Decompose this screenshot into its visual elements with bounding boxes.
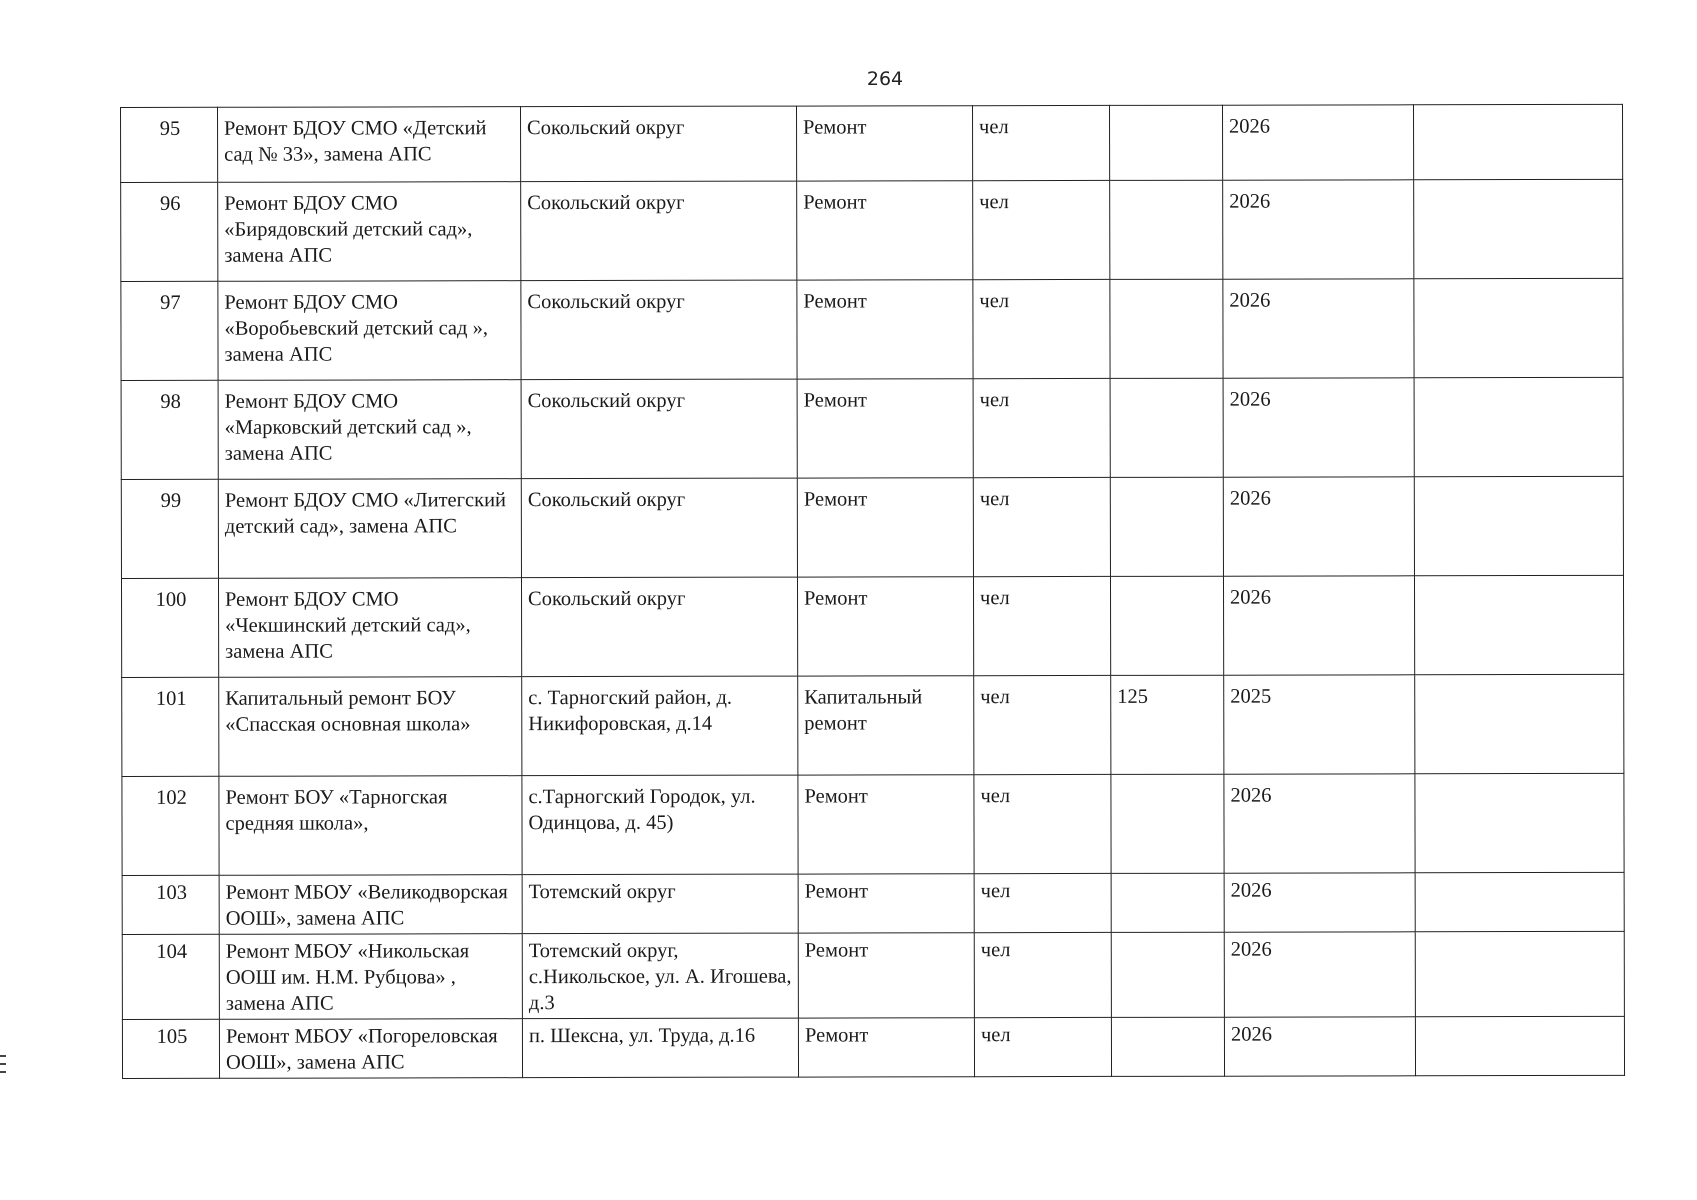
repair-schedule-table (120, 104, 1625, 1079)
cell-row-number: 98 (121, 380, 218, 479)
cell-row-number: 101 (122, 677, 219, 776)
cell-year: 2026 (1224, 932, 1415, 1017)
cell-object-location: Тотемский округ, с.Никольское, ул. А. Игошева, д.3 (522, 933, 798, 1019)
cell-unit: чел (973, 180, 1110, 279)
cell-object-location: с.Тарногский Городок, ул. Одинцова, д. 45) (522, 775, 798, 875)
cell-capacity (1111, 774, 1224, 873)
cell-capacity (1111, 932, 1224, 1017)
cell-unit: чел (974, 1017, 1111, 1076)
cell-work-type: Ремонт (797, 577, 973, 676)
table-row (121, 278, 1623, 380)
cell-row-number: 96 (121, 182, 218, 281)
cell-year: 2026 (1223, 180, 1414, 279)
table-row (121, 476, 1623, 578)
cell-unit: чел (973, 279, 1110, 378)
cell-work-type: Ремонт (797, 181, 973, 280)
cell-object-name: Капитальный ремонт БОУ «Спасская основная школа» (219, 677, 522, 777)
cell-work-type: Ремонт (798, 1018, 974, 1077)
cell-note (1414, 476, 1623, 575)
cell-object-name: Ремонт БДОУ СМО «Бирядовский детский сад», замена АПС (218, 182, 521, 282)
cell-year: 2026 (1224, 774, 1415, 873)
cell-note (1414, 575, 1623, 674)
cell-work-type: Ремонт (797, 379, 973, 478)
cell-year: 2026 (1222, 105, 1413, 180)
cell-object-location: п. Шексна, ул. Труда, д.16 (522, 1018, 798, 1078)
table-row (122, 931, 1624, 1019)
cell-year: 2025 (1224, 675, 1415, 774)
cell-row-number: 102 (122, 776, 219, 875)
cell-row-number: 103 (122, 875, 219, 934)
cell-work-type: Капитальный ремонт (798, 676, 974, 775)
cell-unit: чел (972, 105, 1109, 180)
cell-work-type: Ремонт (798, 775, 974, 874)
table-body (121, 104, 1625, 1078)
table-row (121, 104, 1623, 182)
cell-work-type: Ремонт (796, 106, 972, 181)
cell-capacity (1110, 378, 1223, 477)
table-row (121, 377, 1623, 479)
cell-object-name: Ремонт БДОУ СМО «Марковский детский сад », замена АПС (218, 380, 521, 480)
cell-year: 2026 (1223, 477, 1414, 576)
cell-capacity (1110, 576, 1223, 675)
cell-row-number: 105 (122, 1019, 219, 1078)
cell-object-location: Сокольский округ (521, 379, 797, 479)
cell-note (1415, 931, 1624, 1016)
cell-object-location: Сокольский округ (521, 280, 797, 380)
cell-capacity (1111, 1017, 1224, 1076)
cell-row-number: 100 (121, 578, 218, 677)
cell-note (1414, 377, 1623, 476)
cell-unit: чел (974, 932, 1111, 1017)
cell-note (1414, 179, 1623, 278)
table-row (122, 1016, 1624, 1078)
cell-object-name: Ремонт МБОУ «Великодворская ООШ», замена АПС (219, 875, 522, 935)
cell-object-name: Ремонт БДОУ СМО «Литегский детский сад», замена АПС (218, 479, 521, 579)
cell-object-name: Ремонт БДОУ СМО «Воробьевский детский сад », замена АПС (218, 281, 521, 381)
cell-row-number: 99 (121, 479, 218, 578)
cell-row-number: 97 (121, 281, 218, 380)
table-row (122, 773, 1624, 875)
cell-capacity: 125 (1111, 675, 1224, 774)
cell-work-type: Ремонт (798, 933, 974, 1018)
cell-year: 2026 (1223, 576, 1414, 675)
cell-note (1415, 773, 1624, 872)
cell-work-type: Ремонт (797, 478, 973, 577)
cell-note (1413, 104, 1622, 179)
cell-note (1414, 278, 1623, 377)
cell-note (1415, 872, 1624, 931)
cell-object-location: Сокольский округ (521, 106, 797, 182)
cell-object-name: Ремонт МБОУ «Никольская ООШ им. Н.М. Рубцова» , замена АПС (219, 934, 522, 1020)
cell-unit: чел (974, 873, 1111, 932)
cell-year: 2026 (1223, 378, 1414, 477)
cell-object-location: Тотемский округ (522, 874, 798, 934)
table-row (122, 674, 1624, 776)
cell-unit: чел (973, 378, 1110, 477)
cell-unit: чел (974, 675, 1111, 774)
cell-unit: чел (974, 774, 1111, 873)
cell-object-location: Сокольский округ (521, 577, 797, 677)
scan-margin-marks (0, 1055, 6, 1079)
cell-unit: чел (973, 477, 1110, 576)
cell-object-name: Ремонт БОУ «Тарногская средняя школа», (219, 776, 522, 876)
cell-row-number: 104 (122, 934, 219, 1019)
cell-capacity (1109, 105, 1222, 180)
cell-row-number: 95 (121, 107, 218, 182)
table-row (121, 575, 1623, 677)
cell-note (1415, 1016, 1624, 1075)
cell-capacity (1110, 477, 1223, 576)
cell-capacity (1110, 180, 1223, 279)
cell-object-name: Ремонт БДОУ СМО «Детский сад № 33», замена АПС (218, 107, 521, 183)
cell-object-location: с. Тарногский район, д. Никифоровская, д.14 (522, 676, 798, 776)
cell-work-type: Ремонт (798, 874, 974, 933)
cell-capacity (1110, 279, 1223, 378)
table-row (122, 872, 1624, 934)
cell-note (1415, 674, 1624, 773)
cell-object-location: Сокольский округ (521, 478, 797, 578)
cell-work-type: Ремонт (797, 280, 973, 379)
cell-year: 2026 (1224, 1017, 1415, 1076)
page-number: 264 (866, 68, 904, 90)
cell-object-location: Сокольский округ (521, 181, 797, 281)
cell-object-name: Ремонт БДОУ СМО «Чекшинский детский сад», замена АПС (218, 578, 521, 678)
cell-unit: чел (973, 576, 1110, 675)
cell-year: 2026 (1223, 279, 1414, 378)
cell-capacity (1111, 873, 1224, 932)
cell-year: 2026 (1224, 873, 1415, 932)
table-row (121, 179, 1623, 281)
cell-object-name: Ремонт МБОУ «Погореловская ООШ», замена АПС (219, 1019, 522, 1079)
